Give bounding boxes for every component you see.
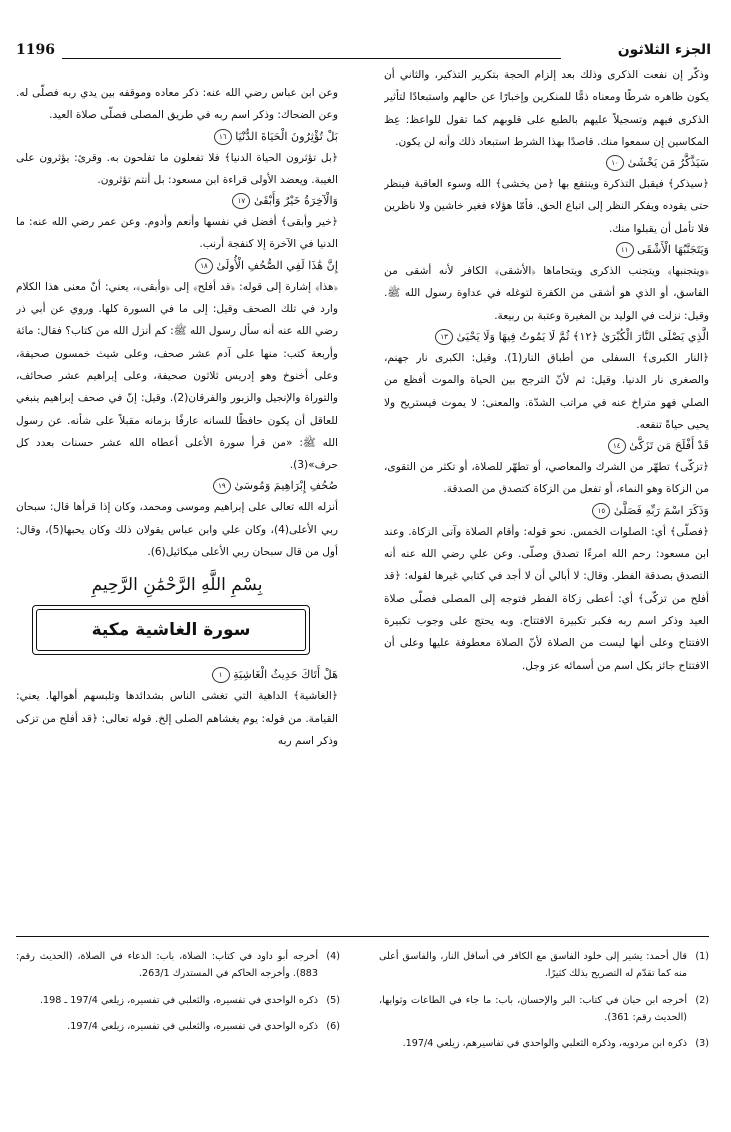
quran-verse — [16, 127, 338, 147]
left-column — [16, 82, 338, 926]
footnotes-right — [379, 948, 709, 1061]
paragraph: ﴿الغاشية﴾ الداهية التي تغشى الناس بشدائدها وتلبسهم أهوالها. يعني: القيامة. من قوله: يوم يغشاهم الصلى إلخ. قوله تعالى: ﴿قد أفلح من تزكى وذكر اسم ربه — [16, 690, 338, 747]
paragraph: ﴿النار الكبرى﴾ السفلى من أطباق النار(1). وقيل: الكبرى نار جهنم، والصغرى نار الدنيا. وقيل: ثم لأنّ الترجح بين الحياة والموت أفظع من الصلي فهو متراخ عنه في مراتب الشدّة. والمعنى: لا يموت فيستريح ولا يحيى حياةً تنفعه. — [384, 351, 709, 431]
footnote — [379, 1035, 709, 1052]
footnote-number: (4) — [326, 951, 340, 962]
footnote-number: (6) — [326, 1020, 340, 1032]
verse-text: هَلْ أَتَاكَ حَدِيثُ الْغَاشِيَةِ — [233, 668, 338, 682]
header-rule — [62, 58, 561, 59]
verse-number: ١٣ — [435, 329, 453, 345]
paragraph: ﴿هذا﴾ إشارة إلى قوله: ﴿قد أفلح﴾ إلى ﴿وأبقى﴾، يعني: أنّ معنى هذا الكلام وارد في تلك الصحف وقيل: إلى ما في السورة كلها. وروي عن أبي ذر رضي الله عنه أنه سأل رسول الله ﷺ: كم أنزل الله من كتاب؟ فقال: مائة وأربعة كتب: منها على آدم عشر صحف، وعلى شيث خمسون صحيفة، وعلى أخنوخ وهو إدريس ثلاثون صحيفة، وعلى إبراهيم عشر صحائف، والتوراة والإنجيل والزبور والفرقان(2). وقيل: إنّ في صحف إبراهيم ينبغي للعاقل أن يكون حافظًا للسانه عارفًا بزمانه مقبلاً على شأنه. عن رسول الله ﷺ: «من قرأ سورة الأعلى أعطاه الله عشر حسنات بعدد كل حرف»(3). — [16, 280, 338, 472]
paragraph: ﴿ويتجنبها﴾ ويتجنب الذكرى ويتحاماها ﴿الأشقى﴾ الكافر لأنه أشقى من الفاسق، أو الذي هو أشقى من الكفرة لتوغله في عداوة رسول الله ﷺ. وقيل: نزلت في الوليد بن المغيرة وعتبة بن ربيعة. — [384, 265, 709, 322]
verse-text: إِنَّ هَٰذَا لَفِي الصُّحُفِ الْأُولَىٰ — [216, 258, 338, 272]
quran-verse — [16, 476, 338, 496]
footnote — [379, 992, 709, 1027]
footnote-number: (2) — [695, 994, 709, 1006]
quran-verse — [16, 191, 338, 211]
basmala: بِسْمِ اللَّهِ الرَّحْمَٰنِ الرَّحِيمِ — [91, 575, 263, 596]
paragraph: وذكّر إن نفعت الذكرى وذلك بعد إلزام الحجة بتكرير التذكير، والثاني أن يكون ظاهره شرطًا ومعناه ذمًّا للمنكرين وإخبارًا عن حالهم واستبعادًا لتأثير الذكرى فيهم وتسجيلاً عليهم بالطبع على قلوبهم كما تقول للواعظ: عِظ المكاسين إن سمعوا منك. قاصدًا بهذا الشرط استبعاد ذلك وأنه لن يكون. — [384, 69, 709, 148]
footnote — [16, 948, 340, 983]
paragraph: ﴿بل تؤثرون الحياة الدنيا﴾ فلا تفعلون ما تفلحون به. وقرئ: يؤثرون على الغيبة. ويعضد الأولى قراءة ابن مسعود: بل أنتم تؤثرون. — [16, 151, 338, 186]
paragraph: ﴿فصلّى﴾ أي: الصلوات الخمس. نحو قوله: وأقام الصلاة وآتى الزكاة. وعند ابن مسعود: رحم الله امرءًا تصدق وصلّى. وعن علي رضي الله عنه أنه التصدق بصدقة الفطر. وقال: لا أبالي أن لا أجد في كتابي غيرها لقوله: ﴿قد أفلح من تزكّى﴾ أي: أعطى زكاة الفطر فتوجه إلى المصلى فصلّى صلاة العيد وذكر اسم ربه فكبر تكبيرة الافتتاح. وبه يحتج على وجوب تكبيرة الافتتاح وعلى أنها ليست من الصلاة لأنّ الصلاة معطوفة عليها وعلى أن الافتتاح جائز بكل اسم من أسمائه عز وجل. — [384, 525, 709, 672]
verse-number: ١٦ — [214, 129, 232, 145]
footnote-text: ذكره ابن مردويه، وذكره الثعلبي والواحدي في تفاسيرهم، زيلعي 197/4. — [402, 1038, 687, 1050]
footnote-text: ذكره الواحدي في تفسيره، والثعلبي في تفسيره، زيلعي 197/4 ـ 198. — [39, 994, 318, 1006]
verse-number: ١٧ — [232, 193, 250, 209]
footnote-rule — [16, 936, 709, 937]
verse-number: ١٩ — [213, 478, 231, 494]
verse-text: سَيَذَّكَّرُ مَن يَخْشَىٰ — [627, 156, 709, 170]
page-number: 1196 — [16, 42, 55, 58]
quran-verse — [16, 665, 338, 685]
footnote-number: (1) — [695, 951, 709, 962]
verse-text: وَالْآخِرَةُ خَيْرٌ وَأَبْقَىٰ — [253, 194, 338, 208]
verse-text: قَدْ أَفْلَحَ مَن تَزَكَّىٰ — [629, 439, 709, 453]
footnote — [16, 992, 340, 1009]
verse-text: بَلْ تُؤْثِرُونَ الْحَيَاةَ الدُّنْيَا — [235, 129, 338, 143]
verse-text: وَذَكَرَ اسْمَ رَبِّهِ فَصَلَّىٰ — [613, 503, 709, 517]
verse-number: ١٨ — [195, 258, 213, 274]
paragraph: ﴿خير وأبقى﴾ أفضل في نفسها وأنعم وأدوم. وعن عمر رضي الله عنه: ما الدنيا في الآخرة إلا كنفجة أرنب. — [16, 216, 338, 251]
surah-title-frame — [32, 605, 310, 655]
footnote-number: (5) — [326, 994, 340, 1006]
footnote-text: قال أحمد: يشير إلى خلود الفاسق مع الكافر في أسافل النار، والفاسق أعلى منه كما تقدّم له التصريح بذلك كثيرًا. — [379, 951, 687, 980]
quran-verse — [384, 501, 709, 521]
quran-verse — [384, 327, 709, 347]
paragraph: ﴿تزكّى﴾ تطهّر من الشرك والمعاصي، أو تطهّر للصلاة، أو تكثر من التقوى، من الزكاة وهو النماء، أو تفعل من الزكاة كتصدق من الصدقة. — [384, 461, 709, 496]
footnote-text: أخرجه ابن حبان في كتاب: البر والإحسان، باب: ما جاء في الطاعات وثوابها، (الحديث رقم: 361). — [379, 994, 687, 1023]
footnote-text: أخرجه أبو داود في كتاب: الصلاة، باب: الدعاء في الصلاة، (الحديث رقم: 883). وأخرجه الحاكم في المستدرك 263/1. — [16, 951, 318, 980]
footnotes-left — [16, 948, 340, 1044]
verse-text: الَّذِي يَصْلَى النَّارَ الْكُبْرَىٰ ﴿١٢﴾ ثُمَّ لَا يَمُوتُ فِيهَا وَلَا يَحْيَىٰ — [456, 329, 709, 343]
paragraph: ﴿سيذكر﴾ فيقبل التذكرة وينتفع بها ﴿من يخشى﴾ الله وسوء العاقبة فينظر حتى يقوده ويفكر النظر إلى اتباع الحق. فأمّا هؤلاء فغير خاشين ولا ناظرين فلا تأمل أن يقبلوا منك. — [384, 178, 709, 235]
right-column — [384, 64, 709, 924]
verse-text: وَيَتَجَنَّبُهَا الْأَشْقَى — [637, 243, 709, 257]
verse-number: ١٥ — [592, 503, 610, 519]
footnote — [16, 1018, 340, 1035]
quran-verse — [384, 436, 709, 456]
verse-number: ١٠ — [606, 155, 624, 171]
verse-number: ١ — [212, 667, 230, 683]
quran-verse — [16, 256, 338, 276]
quran-verse — [384, 240, 709, 260]
footnote-number: (3) — [695, 1038, 709, 1050]
footnote-text: ذكره الواحدي في تفسيره، والثعلبي في تفسيره، زيلعي 197/4. — [67, 1020, 318, 1032]
paragraph: وعن ابن عباس رضي الله عنه: ذكر معاده وموقفه بين يدي ربه فصلّى له. وعن الضحاك: وذكر اسم ربه في طريق المصلى فصلّى صلاة العيد. — [16, 87, 338, 122]
verse-text: صُحُفِ إِبْرَاهِيمَ وَمُوسَىٰ — [234, 479, 338, 493]
quran-verse — [384, 153, 709, 173]
verse-number: ١٤ — [608, 438, 626, 454]
surah-title: سورة الغاشية مكية — [36, 609, 306, 651]
running-title: الجزء الثلاثون — [617, 42, 711, 58]
footnote — [379, 948, 709, 983]
paragraph: أنزله الله تعالى على إبراهيم وموسى ومحمد، وكان إذا قرأها قال: سبحان ربي الأعلى(4)، وكان علي وابن عباس يقولان ذلك وكان يحبها(5)، وقال: أول من قال سبحان ربي الأعلى ميكائيل(6). — [16, 501, 338, 559]
verse-number: ١١ — [616, 242, 634, 258]
